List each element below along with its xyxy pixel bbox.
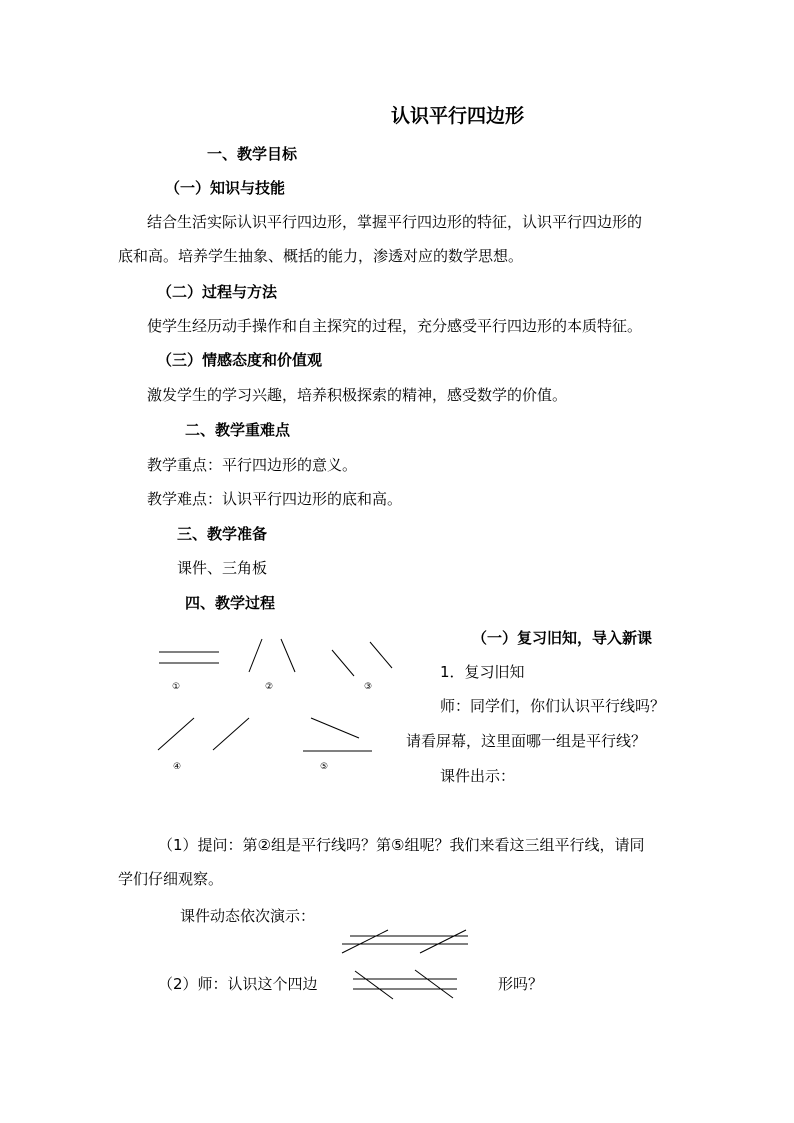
- section-heading-preparation: 三、教学准备: [177, 525, 268, 543]
- question-paragraph-line1: （1）提问：第②组是平行线吗？第⑤组呢？我们来看这三组平行线，请同: [158, 836, 645, 854]
- paragraph-attitude: 激发学生的学习兴趣，培养积极探索的精神，感受数学的价值。: [147, 386, 568, 404]
- group4-line-left: [158, 718, 194, 750]
- label-group-1: ①: [172, 682, 181, 692]
- line-groups-figure: [150, 630, 390, 775]
- subheading-review: （一）复习旧知，导入新课: [472, 629, 653, 647]
- demo1-slanted-left: [342, 930, 388, 953]
- preparation-text: 课件、三角板: [177, 559, 268, 577]
- difficult-point-text: 教学难点：认识平行四边形的底和高。: [147, 490, 403, 508]
- section-heading-process: 四、教学过程: [185, 594, 276, 612]
- group5-line-slanted: [311, 718, 359, 738]
- question-2-left: （2）师：认识这个四边: [158, 975, 318, 993]
- group2-line-right: [281, 639, 295, 672]
- teacher-question-1: 师：同学们，你们认识平行线吗？: [440, 697, 666, 715]
- label-group-2: ②: [265, 682, 274, 692]
- subheading-process-method: （二）过程与方法: [157, 283, 278, 301]
- question-2-right: 形吗？: [498, 975, 544, 993]
- subheading-knowledge-skills: （一）知识与技能: [165, 179, 286, 197]
- paragraph-process: 使学生经历动手操作和自主探究的过程，充分感受平行四边形的本质特征。: [147, 317, 643, 335]
- page-title: 认识平行四边形: [391, 105, 525, 127]
- demo2-slanted-right: [415, 970, 453, 998]
- label-group-5: ⑤: [320, 762, 329, 772]
- paragraph-knowledge-line1: 结合生活实际认识平行四边形，掌握平行四边形的特征，认识平行四边形的: [147, 213, 643, 231]
- section-heading-key-points: 二、教学重难点: [185, 421, 291, 439]
- section-heading-objectives: 一、教学目标: [207, 145, 298, 163]
- key-point-text: 教学重点：平行四边形的意义。: [147, 456, 358, 474]
- demo2-slanted-left: [355, 971, 393, 999]
- teacher-question-2: 请看屏幕，这里面哪一组是平行线？: [406, 732, 647, 750]
- subheading-attitude-values: （三）情感态度和价值观: [157, 351, 323, 369]
- demo-label: 课件动态依次演示：: [180, 907, 316, 925]
- parallel-demo-figure-2: [345, 966, 463, 1004]
- group3-line-right: [370, 642, 392, 668]
- label-group-3: ③: [364, 682, 373, 692]
- group4-line-right: [213, 718, 249, 750]
- paragraph-knowledge-line2: 底和高。培养学生抽象、概括的能力，渗透对应的数学思想。: [118, 247, 524, 265]
- demo1-slanted-right: [420, 930, 466, 953]
- review-item-1: 1．复习旧知: [440, 663, 525, 681]
- group2-line-left: [249, 639, 262, 672]
- group3-line-left: [332, 650, 354, 676]
- question-paragraph-line2: 学们仔细观察。: [118, 870, 224, 888]
- label-group-4: ④: [173, 762, 182, 772]
- parallel-demo-figure-1: [338, 928, 473, 958]
- courseware-show-label: 课件出示：: [440, 767, 516, 785]
